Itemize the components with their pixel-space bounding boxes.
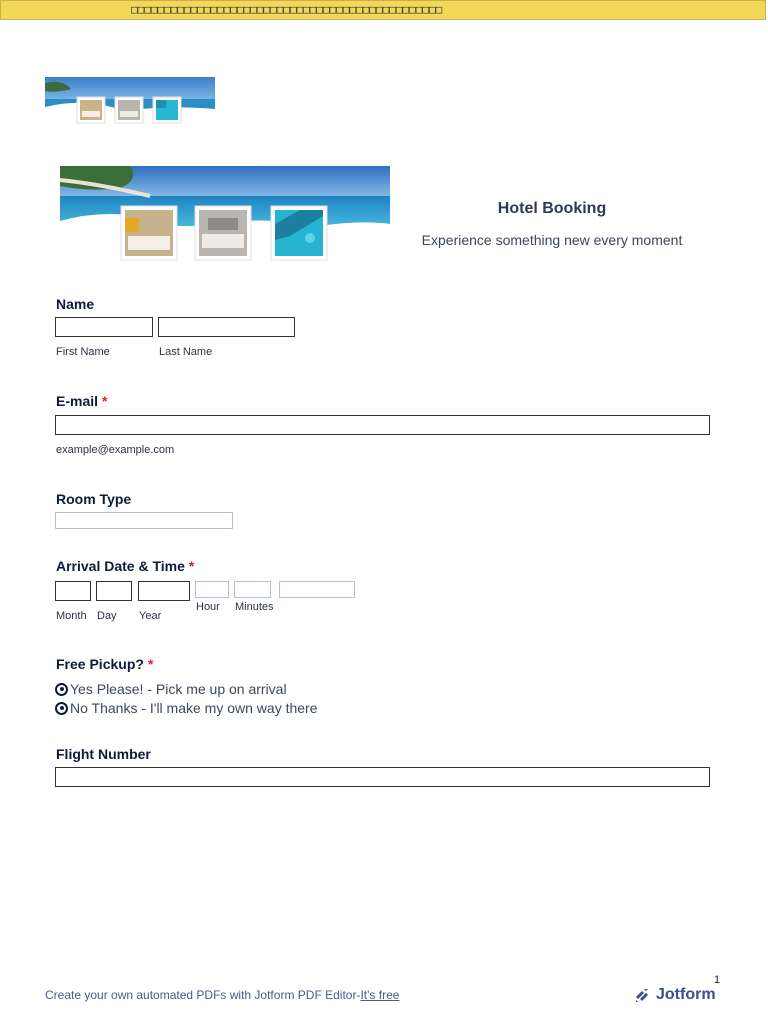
arrival-year-input[interactable] (138, 581, 190, 601)
first-name-input[interactable] (55, 317, 153, 337)
notice-bar: □□□□□□□□□□□□□□□□□□□□□□□□□□□□□□□□□□□□□□□□□□□□□□□ (0, 0, 766, 20)
hotel-banner-image (60, 166, 390, 264)
flight-number-input[interactable] (55, 767, 710, 787)
room-type-select[interactable] (55, 512, 233, 529)
its-free-link[interactable]: It's free (360, 988, 400, 1002)
jotform-brand[interactable] (634, 986, 716, 1004)
email-input[interactable] (55, 415, 710, 435)
form-subtitle: Experience something new every moment (421, 232, 683, 248)
arrival-day-input[interactable] (96, 581, 132, 601)
hour-sublabel: Hour (196, 601, 220, 613)
page-number: 1 (714, 974, 721, 986)
radio-icon[interactable] (55, 702, 68, 715)
arrival-label: Arrival Date & Time * (56, 558, 195, 574)
footer-text: Create your own automated PDFs with Jotform PDF Editor-It's free (45, 988, 400, 1002)
last-name-sublabel: Last Name (159, 346, 213, 358)
first-name-sublabel: First Name (56, 346, 110, 358)
pickup-option-yes[interactable] (55, 681, 287, 697)
small-banner-image (45, 77, 215, 127)
radio-icon[interactable] (55, 683, 68, 696)
flight-label: Flight Number (56, 746, 151, 762)
year-sublabel: Year (139, 610, 162, 622)
month-sublabel: Month (56, 610, 87, 622)
arrival-ampm-select[interactable] (279, 581, 355, 598)
arrival-minutes-input[interactable] (234, 581, 271, 598)
pickup-option-no-label: No Thanks - I'll make my own way there (70, 700, 318, 716)
pickup-option-no[interactable] (55, 700, 318, 716)
minutes-sublabel: Minutes (235, 601, 274, 613)
form-title: Hotel Booking (497, 200, 607, 217)
email-hint: example@example.com (56, 444, 175, 456)
name-label: Name (56, 296, 95, 312)
jotform-brand-text: Jotform (656, 986, 716, 1003)
last-name-input[interactable] (158, 317, 295, 337)
room-type-label: Room Type (56, 491, 132, 507)
arrival-month-input[interactable] (55, 581, 91, 601)
arrival-hour-input[interactable] (195, 581, 229, 598)
jotform-logo-icon (634, 987, 650, 1003)
email-label: E-mail * (56, 393, 108, 409)
pickup-option-yes-label: Yes Please! - Pick me up on arrival (70, 681, 287, 697)
day-sublabel: Day (97, 610, 117, 622)
pickup-label: Free Pickup? * (56, 656, 154, 672)
